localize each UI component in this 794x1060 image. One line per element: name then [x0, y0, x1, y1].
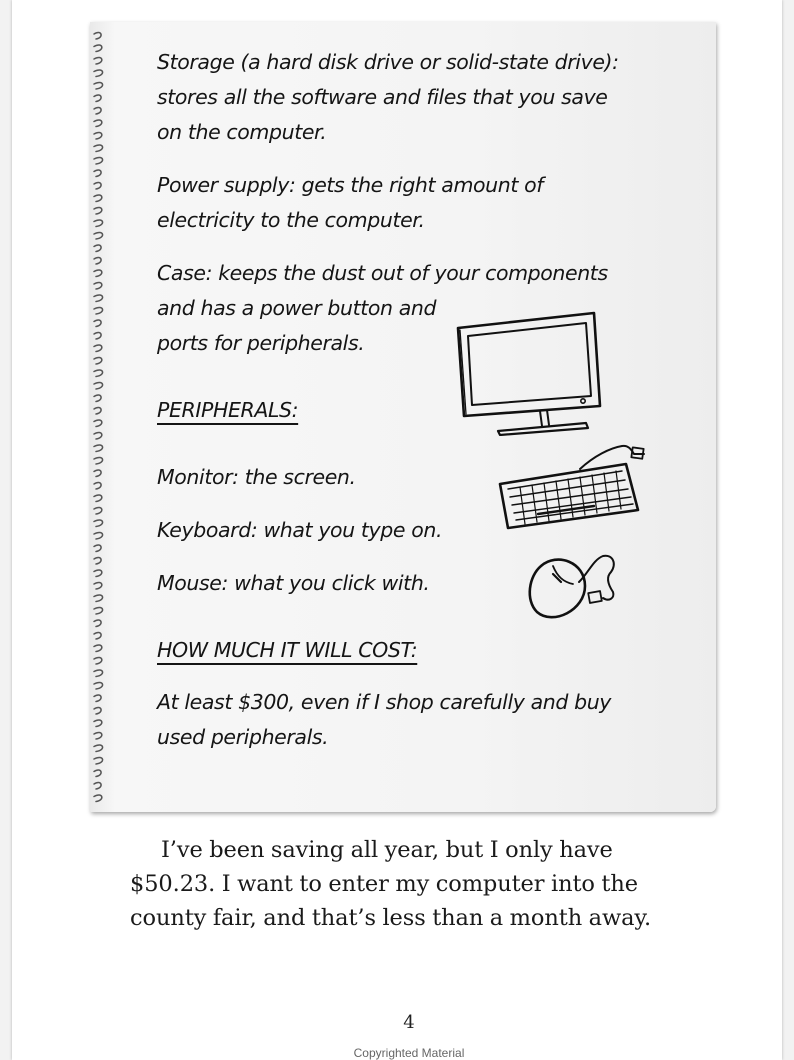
spiral-loop — [94, 207, 102, 214]
spiral-loop — [94, 695, 101, 702]
spiral-loop — [94, 245, 101, 252]
spiral-loop — [94, 757, 103, 764]
spiral-loop — [94, 657, 102, 664]
spiral-loop — [94, 520, 103, 527]
spiral-loop — [94, 570, 102, 577]
spiral-loop — [94, 620, 101, 627]
spiral-loop — [94, 320, 101, 327]
book-page — [12, 0, 782, 1060]
spiral-loop — [94, 95, 101, 102]
spiral-loop — [94, 495, 102, 502]
page-number: 4 — [403, 1012, 415, 1033]
spiral-loop — [94, 582, 102, 589]
spiral-loop — [94, 232, 103, 239]
spiral-loop — [94, 220, 103, 227]
spiral-loop — [94, 545, 101, 552]
cost-line-2: used peripherals. — [157, 725, 329, 749]
spiral-loop — [94, 732, 102, 739]
spiral-loop — [94, 132, 102, 139]
note-line-power-2: electricity to the computer. — [157, 208, 425, 232]
peripheral-monitor: Monitor: the screen. — [157, 465, 356, 489]
spiral-loop — [94, 482, 101, 489]
note-line-power-1: Power supply: gets the right amount of — [157, 173, 544, 197]
spiral-loop — [94, 670, 103, 677]
spiral-binding-icon — [90, 22, 112, 812]
monitor-drawing-icon — [454, 310, 604, 436]
spiral-loop — [94, 782, 101, 789]
spiral-loop — [94, 420, 102, 427]
spiral-loop — [94, 345, 102, 352]
peripheral-mouse: Mouse: what you click with. — [157, 571, 430, 595]
spiral-loop — [94, 532, 103, 539]
spiral-loop — [94, 557, 101, 564]
spiral-loop — [94, 370, 103, 377]
notebook-sheet — [90, 22, 716, 812]
spiral-loop — [94, 70, 103, 77]
spiral-loop — [94, 32, 101, 39]
mouse-drawing-icon — [527, 552, 623, 630]
spiral-loop — [94, 382, 103, 389]
note-line-storage-3: on the computer. — [157, 120, 327, 144]
spiral-loop — [94, 445, 103, 452]
spiral-loop — [94, 720, 102, 727]
cost-line-1: At least $300, even if I shop carefully and buy — [157, 690, 612, 714]
note-line-case-1: Case: keeps the dust out of your components — [157, 261, 608, 285]
spiral-loop — [94, 282, 102, 289]
spiral-loop — [94, 295, 103, 302]
spiral-loop — [94, 45, 102, 52]
note-line-storage-1: Storage (a hard disk drive or solid-state drive): — [157, 50, 619, 74]
spiral-loop — [94, 407, 101, 414]
spiral-loop — [94, 82, 103, 89]
spiral-loop — [94, 707, 101, 714]
spiral-loop — [94, 157, 103, 164]
body-paragraph: I’ve been saving all year, but I only have $50.23. I want to enter my computer into the county fair, and that’s less than a month away. — [130, 837, 652, 931]
cost-heading: HOW MUCH IT WILL COST: — [157, 638, 418, 662]
peripheral-keyboard: Keyboard: what you type on. — [157, 518, 443, 542]
note-line-case-2: and has a power button and — [157, 296, 437, 320]
note-line-storage-2: stores all the software and files that you save — [157, 85, 608, 109]
spiral-loop — [94, 595, 103, 602]
keyboard-drawing-icon — [498, 440, 648, 532]
note-line-case-3: ports for peripherals. — [157, 331, 365, 355]
spiral-loop — [94, 107, 101, 114]
spiral-loop — [94, 120, 102, 127]
spiral-loop — [94, 682, 103, 689]
spiral-loop — [94, 57, 102, 64]
spiral-loop — [94, 607, 103, 614]
spiral-loop — [94, 182, 101, 189]
spiral-loop — [94, 332, 101, 339]
peripherals-heading: PERIPHERALS: — [157, 398, 299, 422]
spiral-loop — [94, 395, 101, 402]
spiral-loop — [94, 170, 101, 177]
spiral-loop — [94, 795, 102, 802]
copyright-notice: Copyrighted Material — [353, 1046, 465, 1060]
spiral-loop — [94, 457, 103, 464]
spiral-loop — [94, 645, 102, 652]
spiral-loop — [94, 745, 103, 752]
spiral-loop — [94, 507, 102, 514]
spiral-loop — [94, 357, 102, 364]
spiral-loop — [94, 770, 101, 777]
spiral-loop — [94, 257, 101, 264]
spiral-loop — [94, 270, 102, 277]
spiral-loop — [94, 432, 102, 439]
spiral-loop — [94, 632, 101, 639]
spiral-loop — [94, 307, 103, 314]
spiral-loop — [94, 470, 101, 477]
spiral-loop — [94, 145, 103, 152]
spiral-loop — [94, 195, 102, 202]
